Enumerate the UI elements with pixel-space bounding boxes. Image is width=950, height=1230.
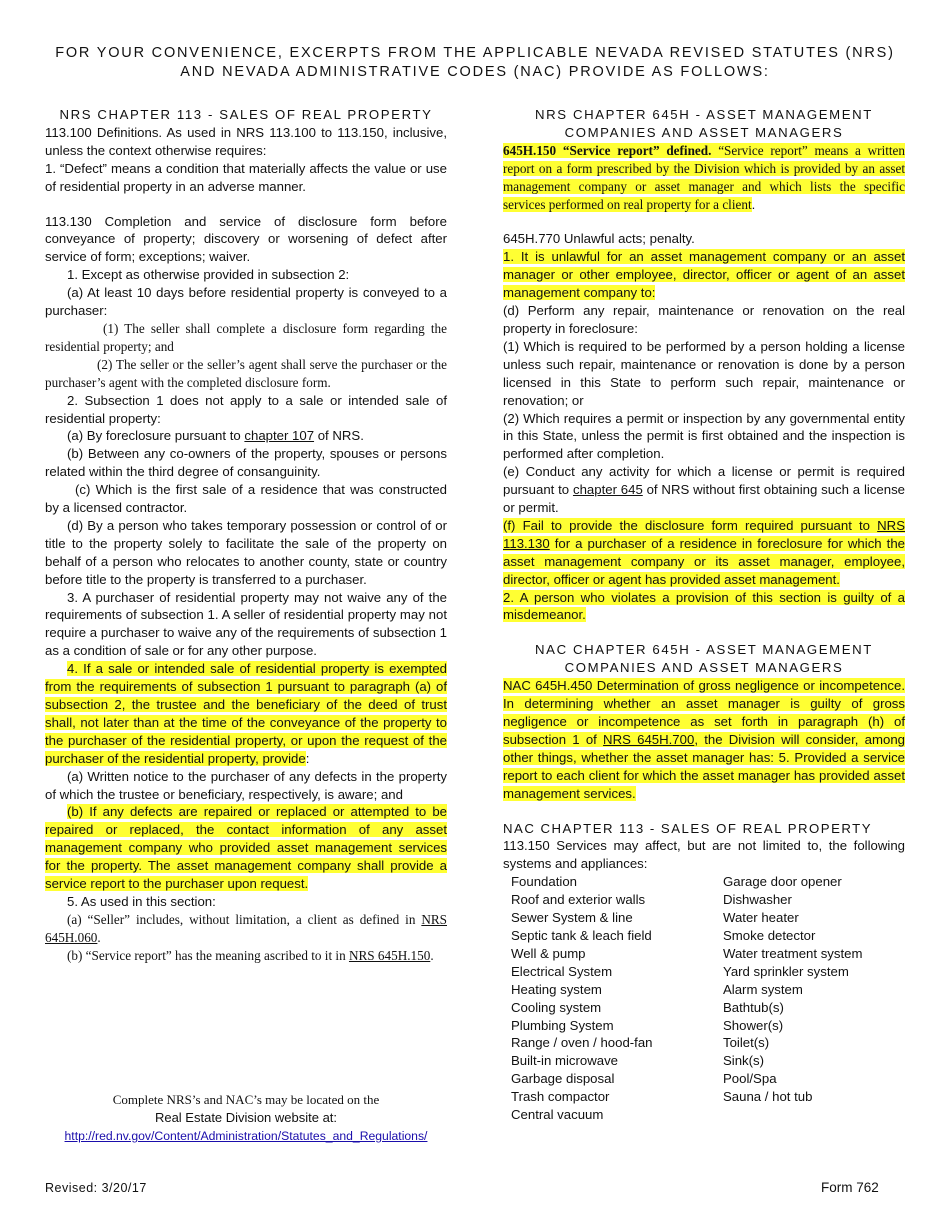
service-item: Range / oven / hood-fan	[511, 1035, 653, 1051]
nrs-113-title: NRS CHAPTER 113 - SALES OF REAL PROPERTY	[59, 107, 433, 122]
nrs-113130-sub-2b: (b) Between any co-owners of the property, spouses or persons related within the third degree of consanguinity.	[45, 446, 447, 480]
service-item: Water treatment system	[723, 945, 863, 961]
nrs-113130-sub-4b: (b) If any defects are repaired or replaced or attempted to be repaired or replaced, the contact information of any asset management company who provided asset management services for the property. The asset management company shall provide a service report to the purchaser upon request.	[45, 804, 447, 892]
chapter-107-link[interactable]: chapter 107	[244, 428, 315, 444]
header-line-1: FOR YOUR CONVENIENCE, EXCERPTS FROM THE APPLICABLE NEVADA REVISED STATUTES (NRS)	[55, 45, 895, 61]
nrs-645h770-sub-1: 1. It is unlawful for an asset management company or an asset manager or other employee, director, officer or agent of an asset management company to:	[503, 249, 905, 301]
nac-113-title: NAC CHAPTER 113 - SALES OF REAL PROPERTY	[503, 820, 873, 836]
service-item: Shower(s)	[723, 1017, 784, 1033]
service-item: Smoke detector	[723, 927, 816, 943]
service-item: Trash compactor	[511, 1089, 610, 1105]
service-item: Garbage disposal	[511, 1071, 615, 1087]
nrs-113130-sub-5: 5. As used in this section:	[67, 893, 216, 909]
left-column	[45, 106, 447, 965]
service-item: Central vacuum	[511, 1107, 604, 1123]
website-note-line-1: Complete NRS’s and NAC’s may be located on the	[112, 1092, 380, 1107]
service-item: Yard sprinkler system	[723, 963, 849, 979]
nrs-645h770-sub-d2: (2) Which requires a permit or inspection by any governmental entity in this State, unless the permit is first obtained and the inspection is performed after completion.	[503, 410, 905, 462]
service-item: Sewer System & line	[511, 910, 633, 926]
service-item: Sink(s)	[723, 1053, 765, 1069]
nrs-113130-sub-1a1: (1) The seller shall complete a disclosure form regarding the residential property; and	[45, 320, 447, 354]
nrs-113130-sub-1a: (a) At least 10 days before residential property is conveyed to a purchaser:	[45, 285, 447, 319]
chapter-645-link[interactable]: chapter 645	[572, 482, 643, 498]
service-item: Plumbing System	[511, 1017, 614, 1033]
service-item: Cooling system	[511, 999, 602, 1015]
nrs-113130-sub-2a: (a) By foreclosure pursuant to chapter 107 of NRS.	[67, 428, 364, 444]
statutes-url-link[interactable]: http://red.nv.gov/Content/Administration/Statutes_and_Regulations/	[64, 1129, 428, 1143]
services-list-left	[511, 873, 723, 1124]
nrs-645h060-link[interactable]: NRS 645H.060	[45, 911, 447, 945]
service-item: Well & pump	[511, 945, 586, 961]
nrs-113130-intro: 113.130 Completion and service of disclosure form before conveyance of property; discovery or worsening of defect after service of form; exceptions; waiver.	[45, 213, 447, 265]
service-item: Garage door opener	[723, 874, 842, 890]
nac-645h450: NAC 645H.450 Determination of gross negligence or incompetence. In determining whether an asset manager is guilty of gross negligence or incompetence as set forth in paragraph (h) of subsection 1 of NRS 645H.700, the Division will consider, among other things, whether the asset manager has: 5. Provided a service report to each client for which the asset manager has provided asset management services.	[503, 678, 906, 801]
nrs-113130-sub-5b: (b) “Service report” has the meaning ascribed to it in NRS 645H.150.	[67, 947, 434, 963]
nrs-645h770-sub-2: 2. A person who violates a provision of this section is guilty of a misdemeanor.	[503, 589, 905, 623]
services-list	[511, 873, 905, 1124]
service-item: Toilet(s)	[723, 1035, 770, 1051]
service-item: Septic tank & leach field	[511, 927, 652, 943]
nrs-645h150-link[interactable]: NRS 645H.150	[348, 947, 431, 963]
nrs-113100-def-1: 1. “Defect” means a condition that materially affects the value or use of residential property in an adverse manner.	[45, 160, 447, 194]
service-item: Electrical System	[511, 963, 613, 979]
nac-113150-intro: 113.150 Services may affect, but are not limited to, the following systems and appliances:	[503, 838, 905, 872]
page-header	[40, 44, 910, 82]
nrs-645h150: 645H.150 “Service report” defined. “Service report” means a written report on a form prescribed by the Division which is provided by an asset management company or asset manager and which lists the specific services performed on real property for a client.	[503, 142, 906, 212]
service-item: Roof and exterior walls	[511, 892, 646, 908]
service-item: Dishwasher	[723, 892, 792, 908]
nrs-645h770-sub-e: (e) Conduct any activity for which a license or permit is required pursuant to chapter 645 of NRS without first obtaining such a license or permit.	[503, 464, 905, 516]
nrs-113130-sub-1a2: (2) The seller or the seller’s agent shall serve the purchaser or the purchaser’s agent with the completed disclosure form.	[45, 356, 447, 390]
nrs-113130-sub-2: 2. Subsection 1 does not apply to a sale or intended sale of residential property:	[45, 392, 447, 426]
service-item: Sauna / hot tub	[723, 1089, 813, 1105]
service-item: Pool/Spa	[723, 1071, 777, 1087]
header-line-2: AND NEVADA ADMINISTRATIVE CODES (NAC) PROVIDE AS FOLLOWS:	[180, 64, 770, 80]
service-item: Foundation	[511, 874, 577, 890]
nrs-645h770-sub-d: (d) Perform any repair, maintenance or renovation on the real property in foreclosure:	[503, 303, 905, 336]
revised-date: Revised: 3/20/17	[45, 1181, 147, 1195]
service-item: Built-in microwave	[511, 1053, 618, 1069]
website-note	[45, 1091, 447, 1145]
nrs-645h770-sub-f: (f) Fail to provide the disclosure form required pursuant to NRS 113.130 for a purchaser of a residence in foreclosure for which the asset management company or its asset manager, employee, director, officer or agent has provided asset management.	[503, 517, 905, 587]
nrs-645h770-sub-d1: (1) Which is required to be performed by a person holding a license unless such repair, maintenance or renovation is done by a person licensed in this State to perform such repair, maintenance or renovation; or	[503, 338, 905, 408]
nrs-113130-link[interactable]: NRS 113.130	[503, 517, 905, 551]
nrs-113130-sub-5a: (a) “Seller” includes, without limitation, a client as defined in NRS 645H.060.	[45, 911, 447, 945]
nac-645h-title: NAC CHAPTER 645H - ASSET MANAGEMENT COMPANIES AND ASSET MANAGERS	[535, 642, 873, 676]
nrs-645h-title: NRS CHAPTER 645H - ASSET MANAGEMENT COMPANIES AND ASSET MANAGERS	[535, 107, 873, 140]
nrs-113100-intro: 113.100 Definitions. As used in NRS 113.100 to 113.150, inclusive, unless the context otherwise requires:	[45, 124, 447, 158]
service-item: Heating system	[511, 981, 602, 997]
right-column	[503, 106, 905, 1124]
nrs-645h700-link[interactable]: NRS 645H.700	[603, 731, 695, 747]
service-item: Bathtub(s)	[723, 999, 784, 1015]
form-number: Form 762	[821, 1180, 879, 1195]
nrs-645h770-title: 645H.770 Unlawful acts; penalty.	[503, 231, 695, 247]
nrs-113130-sub-1: 1. Except as otherwise provided in subsection 2:	[67, 267, 350, 283]
service-item: Water heater	[723, 910, 799, 926]
nrs-113130-sub-4a: (a) Written notice to the purchaser of any defects in the property of which the trustee or beneficiary, respectively, is aware; and	[45, 768, 447, 802]
service-item: Alarm system	[723, 981, 803, 997]
nrs-113130-sub-4: 4. If a sale or intended sale of residential property is exempted from the requirements of subsection 1 pursuant to paragraph (a) of subsection 2, the trustee and the beneficiary of the deed of trust shall, not later than at the time of the conveyance of the property to the purchaser of the residential property, or upon the request of the purchaser of the residential property, provide:	[45, 661, 447, 766]
nrs-113130-sub-2c: (c) Which is the first sale of a residence that was constructed by a licensed contractor.	[45, 482, 447, 516]
services-list-right	[723, 873, 913, 1124]
website-note-line-2: Real Estate Division website at:	[154, 1110, 338, 1125]
nrs-113130-sub-3: 3. A purchaser of residential property may not waive any of the requirements of subsection 1. A seller of residential property may not require a purchaser to waive any of the requirements of subsection 1 as a condition of sale or for any other purpose.	[45, 589, 447, 659]
nrs-113130-sub-2d: (d) By a person who takes temporary possession or control of or title to the property solely to facilitate the sale of the property on behalf of a person who relocates to another county, state or country before title to the property is transferred to a purchaser.	[45, 517, 447, 587]
